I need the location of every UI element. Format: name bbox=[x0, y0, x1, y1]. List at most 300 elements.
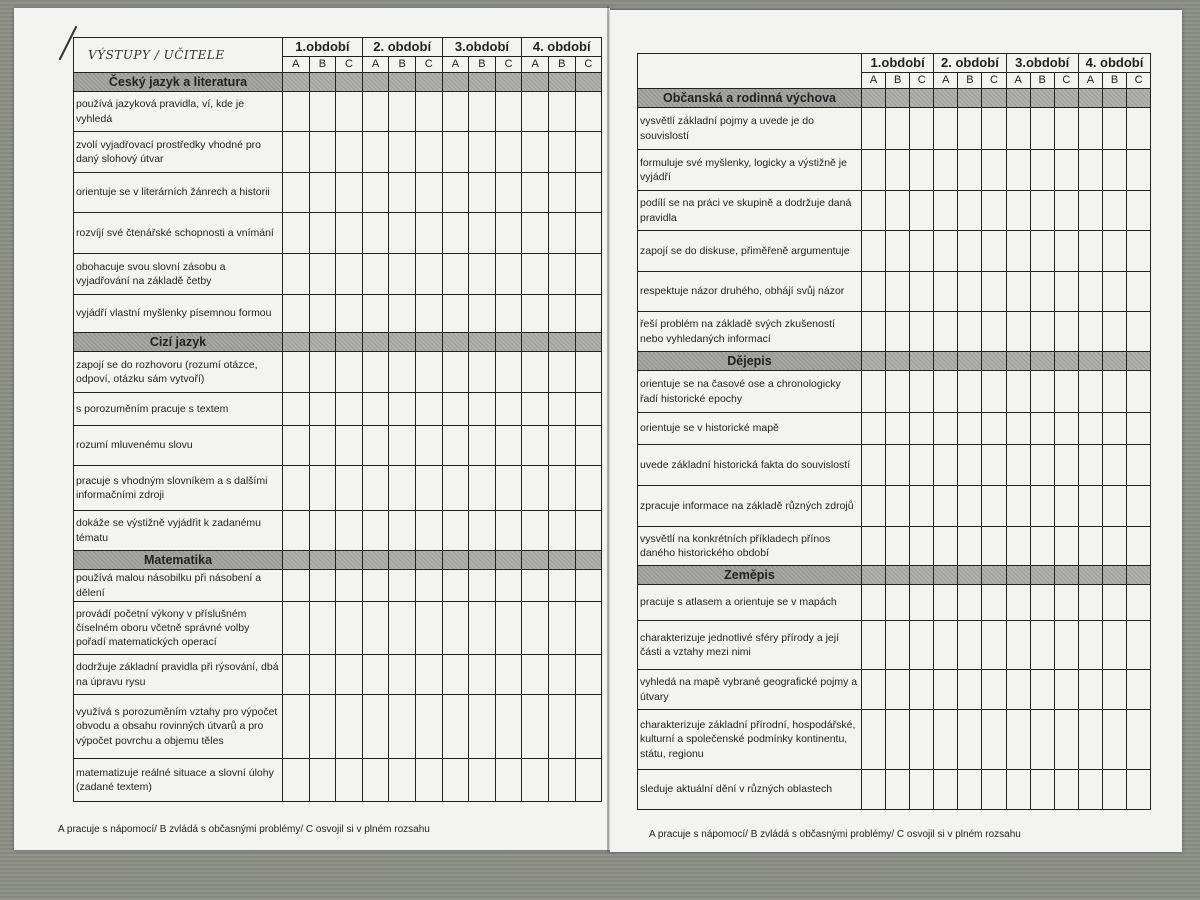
grade-cell-period-3-b[interactable] bbox=[1030, 527, 1054, 566]
grade-cell-period-2-c[interactable] bbox=[415, 132, 442, 173]
grade-cell-period-1-c[interactable] bbox=[910, 191, 934, 231]
grade-cell-period-3-a[interactable] bbox=[442, 213, 469, 254]
grade-cell-period-2-b[interactable] bbox=[389, 393, 416, 426]
grade-cell-period-1-c[interactable] bbox=[910, 150, 934, 191]
grade-cell-period-2-c[interactable] bbox=[415, 759, 442, 802]
grade-cell-period-2-c[interactable] bbox=[982, 670, 1006, 710]
grade-cell-period-2-c[interactable] bbox=[982, 150, 1006, 191]
grade-cell-period-3-c[interactable] bbox=[1054, 150, 1078, 191]
grade-cell-period-4-c[interactable] bbox=[1127, 191, 1151, 231]
grade-cell-period-4-a[interactable] bbox=[522, 602, 549, 655]
grade-cell-period-4-b[interactable] bbox=[1102, 150, 1126, 191]
grade-cell-period-3-a[interactable] bbox=[1006, 108, 1030, 150]
grade-cell-period-4-c[interactable] bbox=[575, 352, 602, 393]
grade-cell-period-1-c[interactable] bbox=[910, 413, 934, 445]
grade-cell-period-2-c[interactable] bbox=[982, 231, 1006, 272]
grade-cell-period-4-c[interactable] bbox=[575, 759, 602, 802]
grade-cell-period-2-b[interactable] bbox=[389, 570, 416, 602]
grade-cell-period-4-b[interactable] bbox=[1102, 191, 1126, 231]
grade-cell-period-1-a[interactable] bbox=[862, 272, 886, 312]
grade-cell-period-4-c[interactable] bbox=[575, 655, 602, 695]
grade-cell-period-4-b[interactable] bbox=[1102, 621, 1126, 670]
grade-cell-period-3-c[interactable] bbox=[1054, 710, 1078, 770]
grade-cell-period-1-c[interactable] bbox=[910, 621, 934, 670]
grade-cell-period-4-b[interactable] bbox=[548, 466, 575, 511]
grade-cell-period-2-a[interactable] bbox=[934, 527, 958, 566]
grade-cell-period-3-b[interactable] bbox=[469, 352, 496, 393]
grade-cell-period-1-c[interactable] bbox=[336, 602, 363, 655]
grade-cell-period-1-a[interactable] bbox=[283, 655, 310, 695]
grade-cell-period-4-a[interactable] bbox=[1078, 108, 1102, 150]
grade-cell-period-3-a[interactable] bbox=[442, 295, 469, 333]
grade-cell-period-2-b[interactable] bbox=[389, 295, 416, 333]
grade-cell-period-1-a[interactable] bbox=[283, 254, 310, 295]
grade-cell-period-3-c[interactable] bbox=[495, 295, 522, 333]
grade-cell-period-2-b[interactable] bbox=[958, 445, 982, 486]
grade-cell-period-3-c[interactable] bbox=[1054, 585, 1078, 621]
grade-cell-period-4-a[interactable] bbox=[1078, 445, 1102, 486]
grade-cell-period-4-c[interactable] bbox=[575, 466, 602, 511]
grade-cell-period-2-a[interactable] bbox=[934, 486, 958, 527]
grade-cell-period-2-c[interactable] bbox=[415, 173, 442, 213]
grade-cell-period-2-a[interactable] bbox=[362, 695, 389, 759]
grade-cell-period-4-a[interactable] bbox=[1078, 272, 1102, 312]
grade-cell-period-4-a[interactable] bbox=[522, 570, 549, 602]
grade-cell-period-1-c[interactable] bbox=[336, 352, 363, 393]
grade-cell-period-2-c[interactable] bbox=[982, 445, 1006, 486]
grade-cell-period-4-b[interactable] bbox=[1102, 770, 1126, 810]
grade-cell-period-1-a[interactable] bbox=[283, 92, 310, 132]
grade-cell-period-1-a[interactable] bbox=[862, 312, 886, 352]
grade-cell-period-1-b[interactable] bbox=[886, 670, 910, 710]
grade-cell-period-1-b[interactable] bbox=[309, 759, 336, 802]
grade-cell-period-4-c[interactable] bbox=[1127, 150, 1151, 191]
grade-cell-period-2-a[interactable] bbox=[362, 655, 389, 695]
grade-cell-period-3-a[interactable] bbox=[442, 173, 469, 213]
grade-cell-period-4-b[interactable] bbox=[548, 570, 575, 602]
grade-cell-period-4-a[interactable] bbox=[522, 695, 549, 759]
grade-cell-period-3-c[interactable] bbox=[1054, 621, 1078, 670]
grade-cell-period-1-b[interactable] bbox=[309, 655, 336, 695]
grade-cell-period-1-a[interactable] bbox=[862, 585, 886, 621]
grade-cell-period-2-c[interactable] bbox=[982, 770, 1006, 810]
grade-cell-period-2-a[interactable] bbox=[362, 254, 389, 295]
grade-cell-period-1-c[interactable] bbox=[910, 312, 934, 352]
grade-cell-period-1-c[interactable] bbox=[336, 132, 363, 173]
grade-cell-period-2-a[interactable] bbox=[362, 173, 389, 213]
grade-cell-period-4-c[interactable] bbox=[1127, 670, 1151, 710]
grade-cell-period-2-a[interactable] bbox=[934, 770, 958, 810]
grade-cell-period-1-b[interactable] bbox=[886, 150, 910, 191]
grade-cell-period-1-c[interactable] bbox=[910, 710, 934, 770]
grade-cell-period-4-a[interactable] bbox=[1078, 621, 1102, 670]
grade-cell-period-1-c[interactable] bbox=[910, 585, 934, 621]
grade-cell-period-3-c[interactable] bbox=[495, 132, 522, 173]
grade-cell-period-2-b[interactable] bbox=[958, 527, 982, 566]
grade-cell-period-4-b[interactable] bbox=[1102, 710, 1126, 770]
grade-cell-period-4-a[interactable] bbox=[522, 295, 549, 333]
grade-cell-period-1-c[interactable] bbox=[910, 371, 934, 413]
grade-cell-period-2-a[interactable] bbox=[934, 445, 958, 486]
grade-cell-period-1-c[interactable] bbox=[910, 527, 934, 566]
grade-cell-period-3-a[interactable] bbox=[1006, 231, 1030, 272]
grade-cell-period-2-b[interactable] bbox=[958, 371, 982, 413]
grade-cell-period-3-a[interactable] bbox=[1006, 770, 1030, 810]
grade-cell-period-1-c[interactable] bbox=[336, 655, 363, 695]
grade-cell-period-4-b[interactable] bbox=[548, 602, 575, 655]
grade-cell-period-4-a[interactable] bbox=[1078, 413, 1102, 445]
grade-cell-period-2-c[interactable] bbox=[982, 621, 1006, 670]
grade-cell-period-3-c[interactable] bbox=[495, 466, 522, 511]
grade-cell-period-4-c[interactable] bbox=[1127, 108, 1151, 150]
grade-cell-period-4-b[interactable] bbox=[1102, 670, 1126, 710]
grade-cell-period-2-b[interactable] bbox=[958, 621, 982, 670]
grade-cell-period-3-c[interactable] bbox=[495, 426, 522, 466]
grade-cell-period-3-c[interactable] bbox=[1054, 445, 1078, 486]
grade-cell-period-2-b[interactable] bbox=[389, 132, 416, 173]
grade-cell-period-4-c[interactable] bbox=[1127, 272, 1151, 312]
grade-cell-period-2-a[interactable] bbox=[362, 570, 389, 602]
grade-cell-period-1-b[interactable] bbox=[309, 295, 336, 333]
grade-cell-period-4-a[interactable] bbox=[1078, 191, 1102, 231]
grade-cell-period-1-b[interactable] bbox=[886, 108, 910, 150]
grade-cell-period-3-c[interactable] bbox=[495, 695, 522, 759]
grade-cell-period-3-b[interactable] bbox=[469, 295, 496, 333]
grade-cell-period-4-a[interactable] bbox=[522, 759, 549, 802]
grade-cell-period-2-b[interactable] bbox=[389, 466, 416, 511]
grade-cell-period-4-a[interactable] bbox=[1078, 585, 1102, 621]
grade-cell-period-3-b[interactable] bbox=[1030, 150, 1054, 191]
grade-cell-period-2-b[interactable] bbox=[389, 695, 416, 759]
grade-cell-period-1-c[interactable] bbox=[336, 466, 363, 511]
grade-cell-period-4-b[interactable] bbox=[548, 759, 575, 802]
grade-cell-period-3-c[interactable] bbox=[495, 254, 522, 295]
grade-cell-period-4-c[interactable] bbox=[1127, 312, 1151, 352]
grade-cell-period-4-a[interactable] bbox=[1078, 670, 1102, 710]
grade-cell-period-2-a[interactable] bbox=[362, 352, 389, 393]
grade-cell-period-4-b[interactable] bbox=[1102, 371, 1126, 413]
grade-cell-period-4-c[interactable] bbox=[575, 695, 602, 759]
grade-cell-period-2-a[interactable] bbox=[934, 231, 958, 272]
grade-cell-period-2-a[interactable] bbox=[362, 393, 389, 426]
grade-cell-period-2-b[interactable] bbox=[958, 486, 982, 527]
grade-cell-period-2-b[interactable] bbox=[958, 272, 982, 312]
grade-cell-period-1-c[interactable] bbox=[336, 173, 363, 213]
grade-cell-period-3-a[interactable] bbox=[442, 655, 469, 695]
grade-cell-period-3-b[interactable] bbox=[1030, 191, 1054, 231]
grade-cell-period-4-c[interactable] bbox=[1127, 770, 1151, 810]
grade-cell-period-2-a[interactable] bbox=[934, 413, 958, 445]
grade-cell-period-4-b[interactable] bbox=[548, 132, 575, 173]
grade-cell-period-1-c[interactable] bbox=[336, 695, 363, 759]
grade-cell-period-3-c[interactable] bbox=[495, 602, 522, 655]
grade-cell-period-4-b[interactable] bbox=[1102, 312, 1126, 352]
grade-cell-period-1-c[interactable] bbox=[910, 272, 934, 312]
grade-cell-period-1-a[interactable] bbox=[283, 695, 310, 759]
grade-cell-period-1-a[interactable] bbox=[862, 621, 886, 670]
grade-cell-period-1-b[interactable] bbox=[309, 511, 336, 551]
grade-cell-period-2-b[interactable] bbox=[389, 254, 416, 295]
grade-cell-period-1-a[interactable] bbox=[862, 710, 886, 770]
grade-cell-period-1-a[interactable] bbox=[283, 393, 310, 426]
grade-cell-period-4-a[interactable] bbox=[1078, 371, 1102, 413]
grade-cell-period-2-b[interactable] bbox=[958, 108, 982, 150]
grade-cell-period-3-a[interactable] bbox=[1006, 527, 1030, 566]
grade-cell-period-4-c[interactable] bbox=[1127, 231, 1151, 272]
grade-cell-period-2-c[interactable] bbox=[415, 511, 442, 551]
grade-cell-period-3-a[interactable] bbox=[442, 352, 469, 393]
grade-cell-period-3-b[interactable] bbox=[469, 92, 496, 132]
grade-cell-period-2-b[interactable] bbox=[958, 710, 982, 770]
grade-cell-period-1-c[interactable] bbox=[910, 770, 934, 810]
grade-cell-period-3-c[interactable] bbox=[495, 393, 522, 426]
grade-cell-period-2-a[interactable] bbox=[362, 466, 389, 511]
grade-cell-period-3-a[interactable] bbox=[1006, 191, 1030, 231]
grade-cell-period-1-a[interactable] bbox=[283, 570, 310, 602]
grade-cell-period-1-c[interactable] bbox=[336, 295, 363, 333]
grade-cell-period-4-a[interactable] bbox=[1078, 486, 1102, 527]
grade-cell-period-4-a[interactable] bbox=[1078, 527, 1102, 566]
grade-cell-period-4-b[interactable] bbox=[1102, 108, 1126, 150]
grade-cell-period-3-b[interactable] bbox=[469, 132, 496, 173]
grade-cell-period-3-a[interactable] bbox=[442, 570, 469, 602]
grade-cell-period-2-c[interactable] bbox=[982, 108, 1006, 150]
grade-cell-period-2-b[interactable] bbox=[958, 770, 982, 810]
grade-cell-period-1-b[interactable] bbox=[309, 602, 336, 655]
grade-cell-period-3-b[interactable] bbox=[1030, 445, 1054, 486]
grade-cell-period-1-b[interactable] bbox=[886, 371, 910, 413]
grade-cell-period-3-a[interactable] bbox=[1006, 445, 1030, 486]
grade-cell-period-3-b[interactable] bbox=[469, 393, 496, 426]
grade-cell-period-3-c[interactable] bbox=[495, 570, 522, 602]
grade-cell-period-1-b[interactable] bbox=[309, 173, 336, 213]
grade-cell-period-1-c[interactable] bbox=[336, 254, 363, 295]
grade-cell-period-4-a[interactable] bbox=[1078, 231, 1102, 272]
grade-cell-period-2-a[interactable] bbox=[934, 371, 958, 413]
grade-cell-period-2-c[interactable] bbox=[415, 466, 442, 511]
grade-cell-period-1-c[interactable] bbox=[910, 231, 934, 272]
grade-cell-period-1-b[interactable] bbox=[886, 312, 910, 352]
grade-cell-period-2-c[interactable] bbox=[982, 413, 1006, 445]
grade-cell-period-1-b[interactable] bbox=[886, 710, 910, 770]
grade-cell-period-1-c[interactable] bbox=[336, 426, 363, 466]
grade-cell-period-2-b[interactable] bbox=[389, 602, 416, 655]
grade-cell-period-2-a[interactable] bbox=[362, 602, 389, 655]
grade-cell-period-1-c[interactable] bbox=[336, 570, 363, 602]
grade-cell-period-4-a[interactable] bbox=[522, 655, 549, 695]
grade-cell-period-3-c[interactable] bbox=[495, 92, 522, 132]
grade-cell-period-2-b[interactable] bbox=[958, 312, 982, 352]
grade-cell-period-4-b[interactable] bbox=[548, 655, 575, 695]
grade-cell-period-4-a[interactable] bbox=[522, 132, 549, 173]
grade-cell-period-3-b[interactable] bbox=[1030, 710, 1054, 770]
grade-cell-period-4-a[interactable] bbox=[522, 213, 549, 254]
grade-cell-period-1-a[interactable] bbox=[283, 466, 310, 511]
grade-cell-period-1-b[interactable] bbox=[309, 132, 336, 173]
grade-cell-period-1-a[interactable] bbox=[862, 670, 886, 710]
grade-cell-period-4-b[interactable] bbox=[548, 393, 575, 426]
grade-cell-period-3-b[interactable] bbox=[1030, 108, 1054, 150]
grade-cell-period-3-b[interactable] bbox=[469, 173, 496, 213]
grade-cell-period-2-b[interactable] bbox=[958, 413, 982, 445]
grade-cell-period-4-b[interactable] bbox=[1102, 527, 1126, 566]
grade-cell-period-1-b[interactable] bbox=[309, 254, 336, 295]
grade-cell-period-3-a[interactable] bbox=[1006, 621, 1030, 670]
grade-cell-period-2-a[interactable] bbox=[362, 759, 389, 802]
grade-cell-period-3-c[interactable] bbox=[1054, 486, 1078, 527]
grade-cell-period-4-a[interactable] bbox=[1078, 770, 1102, 810]
grade-cell-period-3-b[interactable] bbox=[469, 254, 496, 295]
grade-cell-period-1-b[interactable] bbox=[886, 231, 910, 272]
grade-cell-period-4-b[interactable] bbox=[1102, 486, 1126, 527]
grade-cell-period-2-b[interactable] bbox=[958, 585, 982, 621]
grade-cell-period-1-a[interactable] bbox=[862, 231, 886, 272]
grade-cell-period-4-c[interactable] bbox=[1127, 585, 1151, 621]
grade-cell-period-1-b[interactable] bbox=[309, 393, 336, 426]
grade-cell-period-4-b[interactable] bbox=[548, 426, 575, 466]
grade-cell-period-4-b[interactable] bbox=[548, 352, 575, 393]
grade-cell-period-1-c[interactable] bbox=[336, 511, 363, 551]
grade-cell-period-2-b[interactable] bbox=[958, 191, 982, 231]
grade-cell-period-1-b[interactable] bbox=[309, 213, 336, 254]
grade-cell-period-1-b[interactable] bbox=[309, 352, 336, 393]
grade-cell-period-1-b[interactable] bbox=[309, 466, 336, 511]
grade-cell-period-3-c[interactable] bbox=[495, 213, 522, 254]
grade-cell-period-3-b[interactable] bbox=[1030, 770, 1054, 810]
grade-cell-period-4-c[interactable] bbox=[1127, 445, 1151, 486]
grade-cell-period-3-a[interactable] bbox=[1006, 272, 1030, 312]
grade-cell-period-2-a[interactable] bbox=[934, 670, 958, 710]
grade-cell-period-4-c[interactable] bbox=[575, 602, 602, 655]
grade-cell-period-1-a[interactable] bbox=[862, 486, 886, 527]
grade-cell-period-2-b[interactable] bbox=[389, 352, 416, 393]
grade-cell-period-3-c[interactable] bbox=[1054, 231, 1078, 272]
grade-cell-period-4-c[interactable] bbox=[1127, 413, 1151, 445]
grade-cell-period-3-b[interactable] bbox=[469, 466, 496, 511]
grade-cell-period-3-c[interactable] bbox=[495, 759, 522, 802]
grade-cell-period-2-c[interactable] bbox=[415, 92, 442, 132]
grade-cell-period-4-b[interactable] bbox=[548, 213, 575, 254]
grade-cell-period-4-c[interactable] bbox=[575, 393, 602, 426]
grade-cell-period-3-b[interactable] bbox=[469, 759, 496, 802]
grade-cell-period-3-a[interactable] bbox=[442, 254, 469, 295]
grade-cell-period-3-a[interactable] bbox=[442, 511, 469, 551]
grade-cell-period-3-a[interactable] bbox=[442, 759, 469, 802]
grade-cell-period-2-c[interactable] bbox=[415, 254, 442, 295]
grade-cell-period-1-c[interactable] bbox=[336, 213, 363, 254]
grade-cell-period-1-a[interactable] bbox=[283, 295, 310, 333]
grade-cell-period-1-b[interactable] bbox=[886, 486, 910, 527]
grade-cell-period-3-a[interactable] bbox=[1006, 371, 1030, 413]
grade-cell-period-4-a[interactable] bbox=[522, 511, 549, 551]
grade-cell-period-4-c[interactable] bbox=[575, 426, 602, 466]
grade-cell-period-3-b[interactable] bbox=[469, 426, 496, 466]
grade-cell-period-2-a[interactable] bbox=[934, 312, 958, 352]
grade-cell-period-1-a[interactable] bbox=[283, 426, 310, 466]
grade-cell-period-2-a[interactable] bbox=[362, 92, 389, 132]
grade-cell-period-2-b[interactable] bbox=[389, 213, 416, 254]
grade-cell-period-1-b[interactable] bbox=[886, 527, 910, 566]
grade-cell-period-1-b[interactable] bbox=[886, 621, 910, 670]
grade-cell-period-1-b[interactable] bbox=[309, 570, 336, 602]
grade-cell-period-1-a[interactable] bbox=[862, 191, 886, 231]
grade-cell-period-1-a[interactable] bbox=[862, 445, 886, 486]
grade-cell-period-3-c[interactable] bbox=[1054, 670, 1078, 710]
grade-cell-period-3-b[interactable] bbox=[1030, 585, 1054, 621]
grade-cell-period-3-c[interactable] bbox=[1054, 191, 1078, 231]
grade-cell-period-3-c[interactable] bbox=[1054, 770, 1078, 810]
grade-cell-period-3-a[interactable] bbox=[442, 695, 469, 759]
grade-cell-period-3-a[interactable] bbox=[1006, 312, 1030, 352]
grade-cell-period-2-a[interactable] bbox=[934, 621, 958, 670]
grade-cell-period-2-c[interactable] bbox=[415, 655, 442, 695]
grade-cell-period-2-a[interactable] bbox=[362, 426, 389, 466]
grade-cell-period-3-c[interactable] bbox=[495, 655, 522, 695]
grade-cell-period-4-b[interactable] bbox=[548, 511, 575, 551]
grade-cell-period-3-c[interactable] bbox=[495, 173, 522, 213]
grade-cell-period-1-a[interactable] bbox=[283, 602, 310, 655]
grade-cell-period-1-c[interactable] bbox=[336, 92, 363, 132]
grade-cell-period-4-a[interactable] bbox=[522, 352, 549, 393]
grade-cell-period-2-a[interactable] bbox=[362, 511, 389, 551]
grade-cell-period-1-b[interactable] bbox=[886, 445, 910, 486]
grade-cell-period-2-b[interactable] bbox=[389, 173, 416, 213]
grade-cell-period-4-b[interactable] bbox=[1102, 272, 1126, 312]
grade-cell-period-3-a[interactable] bbox=[1006, 670, 1030, 710]
grade-cell-period-4-c[interactable] bbox=[575, 92, 602, 132]
grade-cell-period-3-b[interactable] bbox=[469, 570, 496, 602]
grade-cell-period-1-c[interactable] bbox=[910, 108, 934, 150]
grade-cell-period-2-a[interactable] bbox=[934, 150, 958, 191]
grade-cell-period-1-a[interactable] bbox=[862, 527, 886, 566]
grade-cell-period-2-a[interactable] bbox=[934, 585, 958, 621]
grade-cell-period-1-a[interactable] bbox=[283, 352, 310, 393]
grade-cell-period-3-a[interactable] bbox=[442, 602, 469, 655]
grade-cell-period-4-c[interactable] bbox=[575, 173, 602, 213]
grade-cell-period-1-a[interactable] bbox=[862, 150, 886, 191]
grade-cell-period-4-c[interactable] bbox=[575, 254, 602, 295]
grade-cell-period-1-b[interactable] bbox=[886, 770, 910, 810]
grade-cell-period-4-c[interactable] bbox=[1127, 621, 1151, 670]
grade-cell-period-3-b[interactable] bbox=[469, 213, 496, 254]
grade-cell-period-1-b[interactable] bbox=[886, 191, 910, 231]
grade-cell-period-4-b[interactable] bbox=[548, 173, 575, 213]
grade-cell-period-4-c[interactable] bbox=[575, 132, 602, 173]
grade-cell-period-1-b[interactable] bbox=[886, 272, 910, 312]
grade-cell-period-1-a[interactable] bbox=[862, 371, 886, 413]
grade-cell-period-4-c[interactable] bbox=[1127, 486, 1151, 527]
grade-cell-period-1-a[interactable] bbox=[283, 511, 310, 551]
grade-cell-period-4-b[interactable] bbox=[548, 695, 575, 759]
grade-cell-period-2-b[interactable] bbox=[389, 511, 416, 551]
grade-cell-period-4-b[interactable] bbox=[548, 92, 575, 132]
grade-cell-period-2-a[interactable] bbox=[362, 132, 389, 173]
grade-cell-period-3-b[interactable] bbox=[1030, 371, 1054, 413]
grade-cell-period-2-c[interactable] bbox=[415, 695, 442, 759]
grade-cell-period-2-c[interactable] bbox=[982, 272, 1006, 312]
grade-cell-period-2-a[interactable] bbox=[934, 191, 958, 231]
grade-cell-period-4-a[interactable] bbox=[1078, 150, 1102, 191]
grade-cell-period-2-c[interactable] bbox=[415, 602, 442, 655]
grade-cell-period-2-c[interactable] bbox=[982, 486, 1006, 527]
grade-cell-period-2-b[interactable] bbox=[958, 150, 982, 191]
grade-cell-period-2-c[interactable] bbox=[415, 393, 442, 426]
grade-cell-period-3-b[interactable] bbox=[469, 695, 496, 759]
grade-cell-period-3-a[interactable] bbox=[442, 92, 469, 132]
grade-cell-period-2-c[interactable] bbox=[415, 426, 442, 466]
grade-cell-period-2-c[interactable] bbox=[982, 527, 1006, 566]
grade-cell-period-1-b[interactable] bbox=[309, 695, 336, 759]
